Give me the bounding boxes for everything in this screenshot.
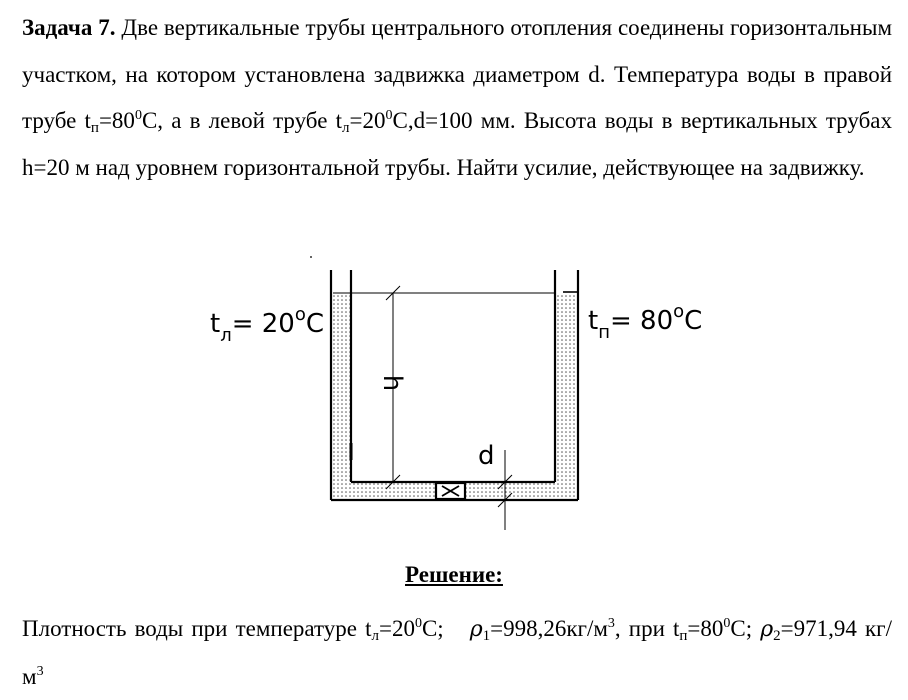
rho-2-symbol: ρ <box>760 617 774 642</box>
solution-heading: Решение: <box>405 562 503 587</box>
diameter-label: d <box>478 441 495 471</box>
height-label: h <box>377 374 407 392</box>
pipe-diagram <box>200 250 710 540</box>
rho-1-symbol: ρ <box>469 617 483 642</box>
valve-icon <box>436 483 465 499</box>
right-temperature-label <box>588 301 702 343</box>
svg-text:tл= 20oC: $t_л= 20^oC$ <box>210 304 325 346</box>
right-pipe-water <box>556 293 576 498</box>
left-temperature-label <box>210 304 324 346</box>
left-pipe-water <box>333 293 350 498</box>
problem-statement: Задача 7. Две вертикальные трубы центрального отопления соединены горизонтальным участком, на котором установлена задвижка диаметром d. Температура воды в правой трубе $t_п=80^0С$, а в левой трубе $t_л=20^0С,d=100$ мм. Высота воды в вертикальных трубах h=20 м над уровнем горизонтальной трубы. Найти усилие, действующее на задвижку. <box>22 15 893 180</box>
problem-title: Задача 7. <box>22 15 116 40</box>
svg-text:tп= 80oC: $t_п= 80^oC$ <box>588 301 703 343</box>
solution-text: Плотность воды при температуре $t_л=20^0С$; $\rho_1=998,26кг/м^3$, при $t_п=80^0С$; $\rho_2=971,94$ $кг/м^3$ <box>22 616 892 689</box>
